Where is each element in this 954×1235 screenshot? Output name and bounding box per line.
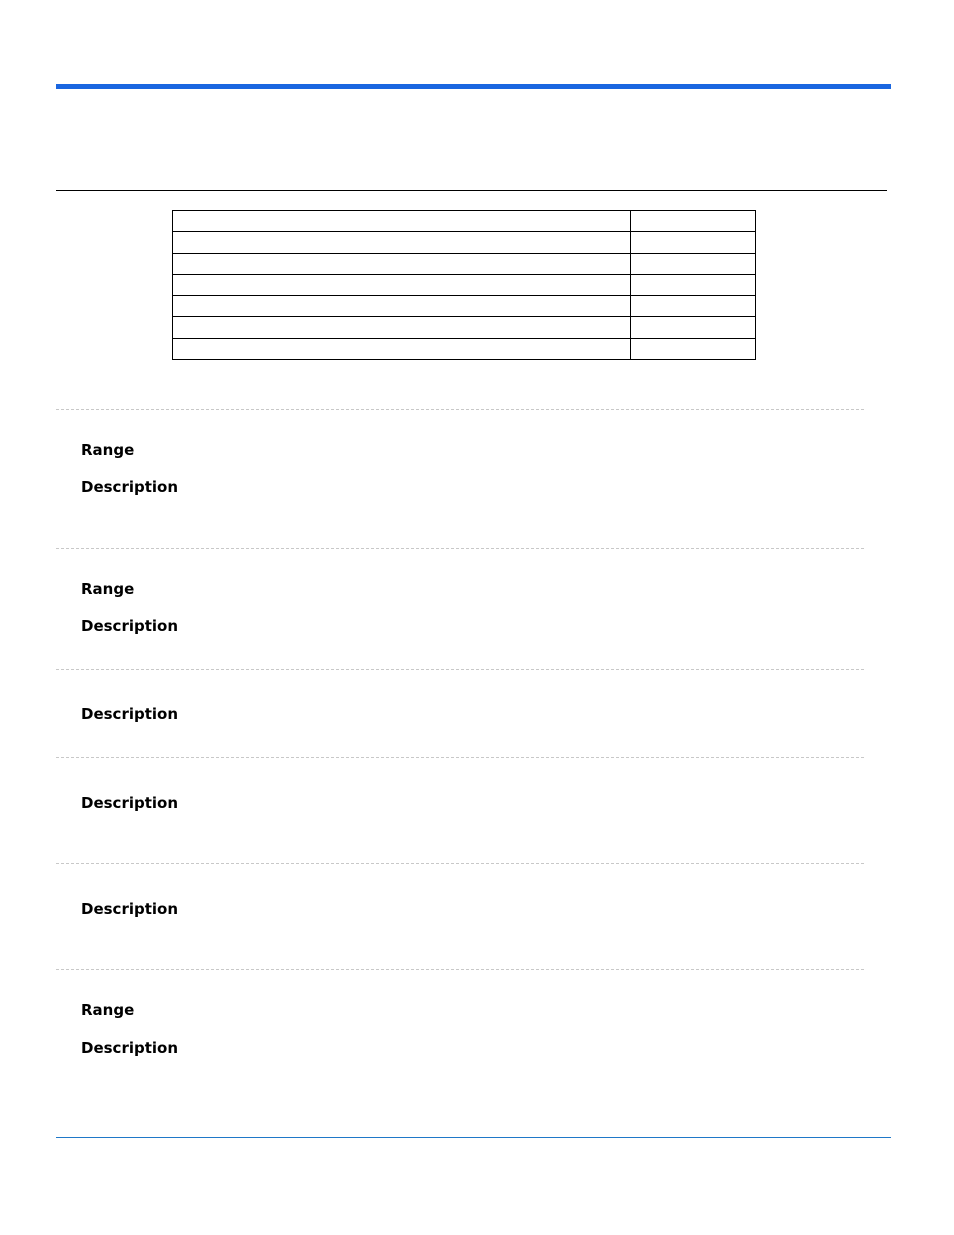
section-separator [56, 409, 864, 410]
table-row [173, 338, 756, 359]
description-label: Description [81, 794, 179, 812]
table-cell [631, 296, 756, 317]
table-cell [173, 253, 631, 274]
table-cell [631, 211, 756, 232]
table-cell [631, 338, 756, 359]
description-label: Description [81, 1039, 179, 1057]
description-label: Description [81, 478, 179, 496]
description-label: Description [81, 617, 179, 635]
table-row [173, 317, 756, 338]
section-separator [56, 669, 864, 670]
section-separator [56, 863, 864, 864]
table-row [173, 232, 756, 253]
range-label: Range [81, 441, 135, 459]
table-row [173, 253, 756, 274]
range-label: Range [81, 1001, 135, 1019]
table-row [173, 296, 756, 317]
range-label: Range [81, 580, 135, 598]
table-cell [173, 211, 631, 232]
section-separator [56, 969, 864, 970]
table-cell [631, 232, 756, 253]
table-row [173, 274, 756, 295]
section-separator [56, 757, 864, 758]
table-cell [173, 317, 631, 338]
footer-rule [56, 1137, 891, 1138]
description-label: Description [81, 900, 179, 918]
table-cell [631, 253, 756, 274]
section-separator [56, 548, 864, 549]
header-accent-bar [56, 84, 891, 89]
table-cell [173, 338, 631, 359]
table-cell [173, 232, 631, 253]
table-cell [173, 274, 631, 295]
header-rule [56, 190, 887, 191]
table-cell [173, 296, 631, 317]
table-cell [631, 274, 756, 295]
parameter-table [172, 210, 756, 360]
table-cell [631, 317, 756, 338]
description-label: Description [81, 705, 179, 723]
table-row [173, 211, 756, 232]
